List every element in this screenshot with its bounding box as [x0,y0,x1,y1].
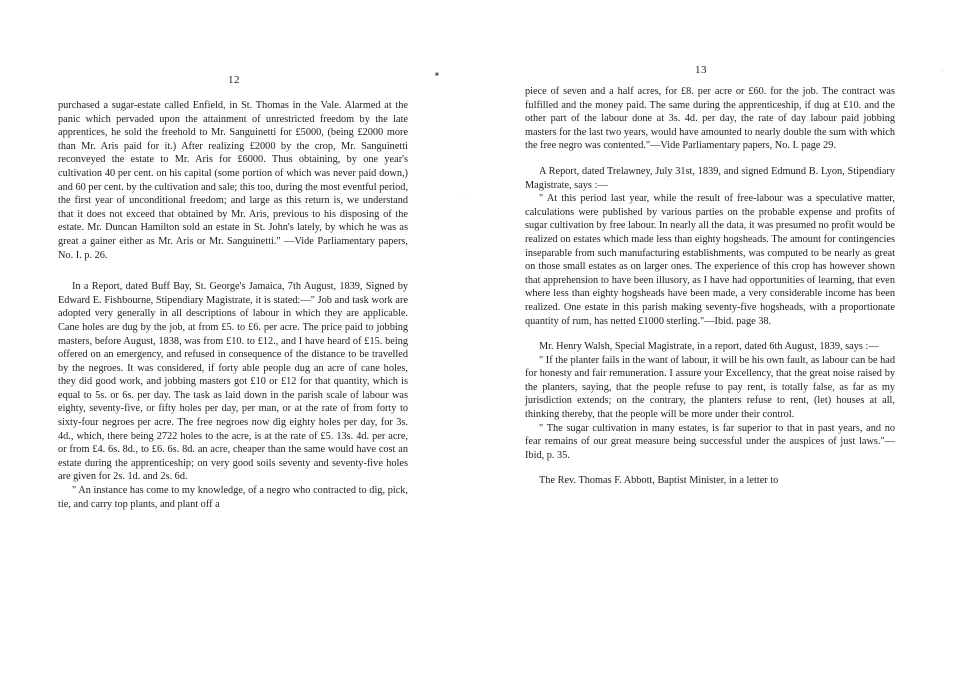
paragraph: " If the planter fails in the want of labour, it will be his own fault, as labour can be had for honesty and fair remuneration. I assure your Excellency, that the great noise raised by the planters, saying, that the people refuse to pay rent, is totally false, as far as my jurisdiction extends; on the contrary, the planters refuse to rent, (let) houses at all, thinking thereby, that the people will be more under their control. [525,354,895,421]
paragraph: purchased a sugar-estate called Enfield, in St. Thomas in the Vale. Alarmed at the panic which pervaded upon the attainment of unrestricted freedom by the late apprentices, he sold the freehold to Mr. Sanguinetti for £5000, (being £2000 more than Mr. Aris paid for it.) After realizing £2000 by the crop, Mr. Sanguinetti reconveyed the estate to Mr. Aris for £6000. Thus obtaining, by one year's cultivation 40 per cent. on his capital (some portion of which was never paid down,) and 60 per cent. by the cultivation and sale; this too, during the most eventful period, the first year of unconditional freedom; and large as this return is, we understand that it does not exceed that obtained by Mr. Aris, previous to his disposing of the estate. Mr. Duncan Hamilton sold an estate in St. John's lately, by which he was as great a gainer either as Mr. Aris or Mr. Sanguinetti." —Vide Parliamentary papers, No. I. p. 26. [58,100,409,261]
paragraph: A Report, dated Trelawney, July 31st, 1839, and signed Edmund B. Lyon, Stipendiary Magistrate, says :— [525,165,895,191]
scan-speck: ■ [435,72,439,78]
right-text-column [525,85,895,488]
paragraph: piece of seven and a half acres, for £8. per acre or £60. for the job. The contract was fulfilled and the money paid. The same during the apprenticeship, if dug at £10. and the other part of the labour done at 3s. 4d. per day, the rate of day labour paid jobbing masters for the last two years, would have amounted to nearly double the sum with which the free negro was contented."—Vide Parliamentary papers, No. I. page 29. [525,86,895,152]
paragraph: " An instance has come to my knowledge, of a negro who contracted to dig, pick, tie, and carry top plants, and plant off a [58,485,408,510]
page-number-left: 12 [228,74,240,86]
right-page [525,0,895,694]
paragraph: Mr. Henry Walsh, Special Magistrate, in a report, dated 6th August, 1839, says :— [539,341,879,353]
scan-speck: · [941,68,943,74]
paragraph: The Rev. Thomas F. Abbott, Baptist Minister, in a letter to [539,475,779,487]
left-text-column [58,99,408,511]
paragraph: In a Report, dated Buff Bay, St. George's Jamaica, 7th August, 1839, Signed by Edward E. Fishbourne, Stipendiary Magistrate, it is stated:—" Job and task work are adopted very generally in all descriptions of labour in which they are applicable. Cane holes are dug by the job, at from £5. to £6. per acre. The price paid to jobbing masters, before August, 1838, was from £10. to £12., and I have heard of £15. being offered on an emergency, and refused in consequence of the distance to be travelled by the negroes. It was considered, if forty able people dug an acre of cane holes, they did good work, and jobbing masters got £10 or £12 for that quantity, which is equal to 5s. or 6s. per day. The task as laid down in the parish scale of labour was eighty, seventy-five, or fifty holes per day, per man, or at the rate of from forty to sixty-four negroes per acre. The free negroes now dig eighty holes per day, for 3s. 4d., which, there being 2722 holes to the acre, is at the rate of £5. 13s. 4d. per acre, or from £4. 6s. 8d., to £6. 6s. 8d. an acre, cheaper than the same would have cost an estate during the apprenticeship; on very good soils seventy and seventy-five holes are given for 2s. 1d. and 2s. 6d. [58,281,408,483]
scan-speck: · [463,196,465,202]
paragraph: " The sugar cultivation in many estates, is far superior to that in past years, and no fear remains of our great measure being successful under the auspices of just laws."—Ibid, p. 35. [525,422,895,461]
paragraph: " At this period last year, while the result of free-labour was a speculative matter, calculations were published by various parties on the probable expense and profits of sugar cultivation by free labour. In nearly all the data, it was presumed no profit would be realized on estates which made less than eighty hogsheads. The amount for contingencies inseparable from such manufacturing establishments, was computed to be nearly as great on those small estates as on larger ones. The experience of this crop has however shown that apprehension to have been illusory, as I have had opportunities of learning, that even where less than eighty hogsheads have been made, a very considerable income has been realized. One estate in this parish making seventy-five hogsheads, with a proportionate quantity of rum, has netted £1000 sterling."—Ibid. page 38. [525,193,895,327]
page-number-right: 13 [695,64,707,76]
left-page [58,0,408,694]
